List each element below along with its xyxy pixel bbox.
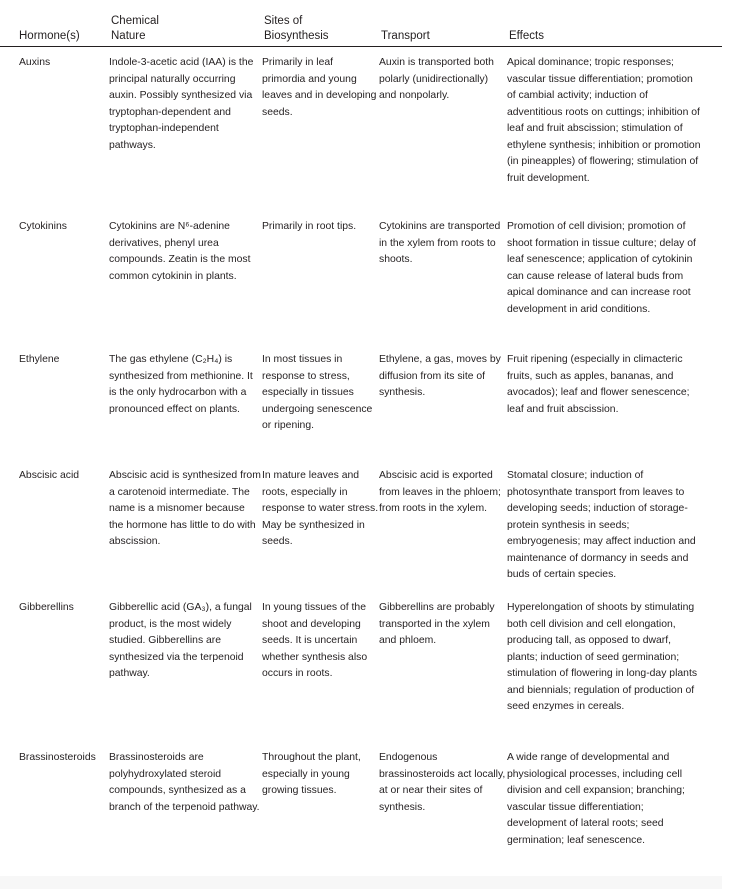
- biosynthesis-sites: In mature leaves and roots, especially in response to water stress. May be synthesized in seeds.: [262, 470, 379, 547]
- biosynthesis-sites: In young tissues of the shoot and developing seeds. It is uncertain whether synthesis also occurs in roots.: [262, 602, 368, 679]
- biosynthesis-sites: Primarily in root tips.: [262, 221, 357, 232]
- header-effects: Effects: [509, 30, 544, 42]
- chemical-nature: Abscisic acid is synthesized from a carotenoid intermediate. The name is a misnomer because the hormone has little to do with abscission.: [109, 470, 261, 547]
- header-sites-line1: Sites of: [264, 15, 303, 27]
- table-row: [0, 750, 702, 870]
- table-header: [0, 12, 722, 47]
- effects-info: Apical dominance; tropic responses; vascular tissue differentiation; promotion of cambial activity; induction of adventitious roots on cuttings; inhibition of leaf and fruit abscission; stimulation of ethylene synthesis; inhibition or promotion (in pineapples) of flowering; stimulation of fruit development.: [507, 57, 701, 184]
- header-hormones: Hormone(s): [19, 30, 80, 42]
- table-row: [0, 600, 702, 750]
- chemical-nature: Gibberellic acid (GA₃), a fungal product, is the most widely studied. Gibberellins are synthesized via the terpenoid pathway.: [109, 602, 252, 679]
- header-chemical-line2: Nature: [111, 30, 146, 42]
- biosynthesis-sites: In most tissues in response to stress, especially in tissues undergoing senescence or ripening.: [262, 354, 373, 431]
- biosynthesis-sites: Primarily in leaf primordia and young leaves and in developing seeds.: [262, 57, 377, 118]
- hormone-name: Brassinosteroids: [19, 752, 96, 763]
- table-row: [0, 55, 702, 219]
- chemical-nature: Cytokinins are N⁶-adenine derivatives, phenyl urea compounds. Zeatin is the most common cytokinin in plants.: [109, 221, 251, 282]
- effects-info: Hyperelongation of shoots by stimulating both cell division and cell elongation, producing tall, as opposed to dwarf, plants; induction of seed germination; stimulation of flowering in long-day plants and biennials; regulation of production of seed enzymes in cereals.: [507, 602, 698, 712]
- hormone-name: Abscisic acid: [19, 470, 80, 481]
- header-chemical-line1: Chemical: [111, 15, 159, 27]
- chemical-nature: Indole-3-acetic acid (IAA) is the principal naturally occurring auxin. Possibly synthesized via tryptophan-dependent and tryptophan-independent pathways.: [109, 57, 254, 151]
- hormone-table: [0, 55, 702, 870]
- transport-info: Abscisic acid is exported from leaves in the phloem; from roots in the xylem.: [379, 470, 501, 514]
- biosynthesis-sites: Throughout the plant, especially in young growing tissues.: [262, 752, 361, 796]
- header-transport: Transport: [381, 30, 430, 42]
- hormone-name: Cytokinins: [19, 221, 67, 232]
- transport-info: Cytokinins are transported in the xylem from roots to shoots.: [379, 221, 501, 265]
- chemical-nature: The gas ethylene (C₂H₄) is synthesized from methionine. It is the only hydrocarbon with a pronounced effect on plants.: [109, 354, 253, 415]
- hormone-name: Gibberellins: [19, 602, 74, 613]
- transport-info: Auxin is transported both polarly (unidirectionally) and nonpolarly.: [379, 57, 494, 101]
- effects-info: Fruit ripening (especially in climacteric fruits, such as apples, bananas, and avocados); leaf and flower senescence; leaf and fruit abscission.: [507, 354, 690, 415]
- table-row: [0, 352, 702, 468]
- transport-info: Ethylene, a gas, moves by diffusion from its site of synthesis.: [379, 354, 501, 398]
- header-sites-line2: Biosynthesis: [264, 30, 329, 42]
- chemical-nature: Brassinosteroids are polyhydroxylated steroid compounds, synthesized as a branch of the terpenoid pathway.: [109, 752, 260, 813]
- transport-info: Endogenous brassinosteroids act locally, at or near their sites of synthesis.: [379, 752, 506, 813]
- hormone-name: Auxins: [19, 57, 51, 68]
- transport-info: Gibberellins are probably transported in the xylem and phloem.: [379, 602, 495, 646]
- hormone-name: Ethylene: [19, 354, 60, 365]
- page-bottom-band: [0, 876, 722, 889]
- table-row: [0, 468, 702, 600]
- effects-info: Promotion of cell division; promotion of shoot formation in tissue culture; delay of leaf senescence; application of cytokinin can cause release of lateral buds from apical dominance and can increase root development in arid conditions.: [507, 221, 696, 315]
- table-row: [0, 219, 702, 352]
- effects-info: Stomatal closure; induction of photosynthate transport from leaves to developing seeds; induction of storage-protein synthesis in seeds; embryogenesis; may affect induction and maintenance of dormancy in seeds and buds of certain species.: [507, 470, 696, 580]
- effects-info: A wide range of developmental and physiological processes, including cell division and cell expansion; branching; vascular tissue differentiation; development of lateral roots; seed germination; leaf senescence.: [507, 752, 685, 846]
